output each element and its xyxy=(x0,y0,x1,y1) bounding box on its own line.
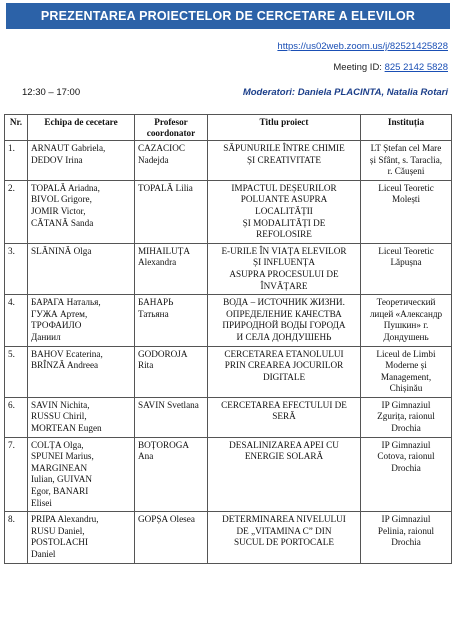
cell-title-line: ȘI CREATIVITATE xyxy=(246,154,322,165)
table-row xyxy=(5,141,452,181)
cell-coordinator-line: Nadejda xyxy=(138,154,169,165)
cell-institution-line: IP Gimnaziul xyxy=(381,514,431,525)
cell-title-line: ENERGIE SOLARĂ xyxy=(244,451,324,462)
cell-team-line: RUSU Daniel, xyxy=(31,525,85,536)
cell-team-line: ГУЖА Артем, xyxy=(31,308,88,319)
cell-team-line: COLȚA Olga, xyxy=(31,439,84,450)
cell-team-line: JOMIR Victor, xyxy=(31,205,86,216)
cell-team-line: BRÎNZĂ Andreea xyxy=(31,360,99,371)
cell-institution-line: Liceul Teoretic xyxy=(378,245,434,256)
cell-coordinator-line: MIHAILUȚA xyxy=(138,245,191,256)
cell-institution-line: лицей «Александр xyxy=(369,308,443,319)
cell-title-line: IMPACTUL DEȘEURILOR xyxy=(231,182,337,193)
cell-institution-line: Pelinia, raionul xyxy=(377,525,435,536)
table-header-row xyxy=(5,115,452,141)
cell-team-line: Egor, BANARI xyxy=(31,486,89,497)
meeting-id[interactable]: 825 2142 5828 xyxy=(384,62,448,73)
cell-title-line: ASUPRA PROCESULUI DE xyxy=(229,268,339,279)
cell-institution xyxy=(361,397,452,437)
cell-coordinator xyxy=(135,512,208,563)
cell-coordinator xyxy=(135,346,208,397)
table-row xyxy=(5,295,452,346)
cell-team-line: Elisei xyxy=(31,497,52,508)
cell-title-line: ȘI INFLUENȚA xyxy=(252,257,315,268)
cell-title-line: ȘI MODALITĂȚI DE xyxy=(242,217,326,228)
cell-team-line: MORTEAN Eugen xyxy=(31,423,102,434)
header-nr: Nr. xyxy=(5,115,28,141)
cell-coordinator-line: БАНАРЬ xyxy=(138,297,174,308)
cell-coordinator-line: BOȚOROGA xyxy=(138,439,190,450)
cell-institution xyxy=(361,243,452,294)
cell-coordinator xyxy=(135,243,208,294)
cell-title-line: E-URILE ÎN VIAȚA ELEVILOR xyxy=(221,245,347,256)
cell-team-line: SLĂNINĂ Olga xyxy=(31,245,92,256)
cell-title-line: CERCETAREA ETANOLULUI xyxy=(224,348,344,359)
cell-title xyxy=(208,141,361,181)
cell-coordinator-line: GOPȘA Olesea xyxy=(138,514,195,525)
cell-institution xyxy=(361,295,452,346)
cell-institution-line: r. Căușeni xyxy=(387,166,425,177)
cell-institution-line: Пушкин» г. xyxy=(383,320,429,331)
cell-institution-line: Drochia xyxy=(391,423,421,434)
cell-institution xyxy=(361,141,452,181)
table-row xyxy=(5,346,452,397)
cell-title-line: LOCALITĂȚII xyxy=(255,205,313,216)
cell-team-line: ТРОФАИЛО xyxy=(31,320,82,331)
cell-team xyxy=(28,512,135,563)
cell-nr: 3. xyxy=(5,243,28,294)
cell-team-line: БАРАГА Наталья, xyxy=(31,297,101,308)
cell-institution xyxy=(361,346,452,397)
cell-team-line: SAVIN Nichita, xyxy=(31,399,90,410)
cell-institution xyxy=(361,512,452,563)
session-time: 12:30 – 17:00 xyxy=(22,87,81,98)
cell-team-line: ARNAUT Gabriela, xyxy=(31,143,106,153)
cell-coordinator xyxy=(135,141,208,181)
cell-title-line: ÎNVĂȚARE xyxy=(260,280,308,291)
cell-coordinator-line: Alexandra xyxy=(138,257,177,268)
cell-institution-line: Management, xyxy=(380,371,432,382)
cell-title-line: ВОДА – ИСТОЧНИК ЖИЗНИ. xyxy=(223,297,345,308)
cell-nr: 7. xyxy=(5,437,28,512)
cell-team xyxy=(28,295,135,346)
cell-coordinator xyxy=(135,437,208,512)
cell-title-line: POLUANTE ASUPRA xyxy=(240,194,328,205)
cell-institution-line: Теоретический xyxy=(376,297,436,308)
cell-title xyxy=(208,180,361,243)
page-title-banner xyxy=(6,3,450,29)
cell-title-line: DE „VITAMINA C” DIN xyxy=(236,525,332,536)
projects-table xyxy=(4,114,452,564)
header-title: Titlu proiect xyxy=(208,115,361,141)
table-row xyxy=(5,243,452,294)
cell-team-line: MARGINEAN xyxy=(31,462,88,473)
header-team: Echipa de cecetare xyxy=(28,115,135,141)
cell-coordinator-line: TOPALĂ Lilia xyxy=(138,182,193,193)
cell-title-line: ОПРЕДЕЛЕНИЕ КАЧЕСТВА xyxy=(226,308,342,319)
cell-title xyxy=(208,512,361,563)
cell-team-line: SPUNEI Marius, xyxy=(31,451,94,462)
cell-title-line: DIGITALE xyxy=(262,371,306,382)
cell-coordinator xyxy=(135,397,208,437)
cell-team xyxy=(28,346,135,397)
cell-title xyxy=(208,346,361,397)
cell-nr: 6. xyxy=(5,397,28,437)
moderators: Moderatori: Daniela PLACINTA, Natalia Rotari xyxy=(242,87,448,98)
cell-team xyxy=(28,397,135,437)
header-coordinator: Profesor coordonator xyxy=(135,115,208,141)
cell-team-line: CĂTANĂ Sanda xyxy=(31,217,94,228)
cell-team-line: BIVOL Grigore, xyxy=(31,194,92,205)
cell-title-line: PRIN CREAREA JOCURILOR xyxy=(224,360,344,371)
cell-title-line: И СЕЛА ДОНДУШЕНЬ xyxy=(236,331,332,342)
cell-title xyxy=(208,295,361,346)
cell-title-line: DETERMINAREA NIVELULUI xyxy=(222,514,346,525)
table-row xyxy=(5,437,452,512)
cell-coordinator-line: Татьяна xyxy=(138,308,169,319)
cell-nr: 5. xyxy=(5,346,28,397)
header-institution: Instituția xyxy=(361,115,452,141)
cell-team-line: BAHOV Ecaterina, xyxy=(31,348,103,359)
cell-team-line: RUSSU Chiril, xyxy=(31,411,87,422)
cell-team-line: PRIPA Alexandru, xyxy=(31,514,99,525)
cell-institution-line: Lăpușna xyxy=(390,257,422,268)
cell-team-line: DEDOV Irina xyxy=(31,154,83,165)
meeting-id-label: Meeting ID: xyxy=(333,62,382,73)
cell-title xyxy=(208,397,361,437)
cell-team-line: Даниил xyxy=(31,331,61,342)
cell-title-line: SERĂ xyxy=(272,411,296,422)
cell-team-line: TOPALĂ Ariadna, xyxy=(31,182,100,193)
cell-nr: 8. xyxy=(5,512,28,563)
cell-title-line: REFOLOSIRE xyxy=(256,229,312,240)
cell-institution-line: Zgurița, raionul xyxy=(377,411,435,422)
cell-nr: 4. xyxy=(5,295,28,346)
cell-team xyxy=(28,243,135,294)
cell-institution-line: Liceul de Limbi xyxy=(376,348,436,359)
page-title: PREZENTAREA PROIECTELOR DE CERCETARE A ELEVILOR xyxy=(40,9,416,23)
cell-institution-line: Drochia xyxy=(391,537,421,548)
cell-institution-line: și Sfânt, s. Taraclia, xyxy=(369,154,443,165)
cell-title-line: DESALINIZAREA APEI CU xyxy=(229,439,339,450)
cell-institution-line: Drochia xyxy=(391,462,421,473)
cell-team xyxy=(28,141,135,181)
cell-title-line: CERCETAREA EFECTULUI DE xyxy=(221,399,347,410)
cell-institution-line: LT Ștefan cel Mare xyxy=(370,143,442,153)
cell-coordinator-line: SAVIN Svetlana xyxy=(138,399,199,410)
cell-institution-line: IP Gimnaziul xyxy=(381,399,431,410)
zoom-link[interactable]: https://us02web.zoom.us/j/82521425828 xyxy=(277,41,448,52)
cell-team-line: Daniel xyxy=(31,549,56,559)
cell-institution xyxy=(361,437,452,512)
cell-title-line: SĂPUNURILE ÎNTRE CHIMIE xyxy=(223,143,345,153)
cell-nr: 1. xyxy=(5,141,28,181)
meeting-info xyxy=(333,62,448,73)
cell-institution xyxy=(361,180,452,243)
cell-institution-line: Cotova, raionul xyxy=(377,451,435,462)
cell-team-line: Iulian, GUIVAN xyxy=(31,474,93,485)
cell-title-line: ПРИРОДНОЙ ВОДЫ ГОРОДА xyxy=(222,320,346,331)
cell-institution-line: Moderne și xyxy=(385,360,427,371)
cell-coordinator-line: Rita xyxy=(138,360,154,371)
table-row xyxy=(5,397,452,437)
cell-institution-line: Chișinău xyxy=(389,383,423,394)
cell-coordinator-line: Ana xyxy=(138,451,154,462)
cell-nr: 2. xyxy=(5,180,28,243)
cell-team xyxy=(28,437,135,512)
cell-team xyxy=(28,180,135,243)
cell-coordinator xyxy=(135,180,208,243)
cell-institution-line: Molești xyxy=(391,194,421,205)
cell-coordinator-line: CAZACIOC xyxy=(138,143,185,153)
cell-title-line: SUCUL DE PORTOCALE xyxy=(233,537,334,548)
cell-team-line: POSTOLACHI xyxy=(31,537,89,548)
cell-title xyxy=(208,437,361,512)
cell-coordinator-line: GODOROJA xyxy=(138,348,188,359)
table-row xyxy=(5,512,452,563)
table-row xyxy=(5,180,452,243)
cell-title xyxy=(208,243,361,294)
cell-coordinator xyxy=(135,295,208,346)
cell-institution-line: Дондушень xyxy=(383,331,429,342)
cell-institution-line: Liceul Teoretic xyxy=(378,182,434,193)
cell-institution-line: IP Gimnaziul xyxy=(381,439,431,450)
